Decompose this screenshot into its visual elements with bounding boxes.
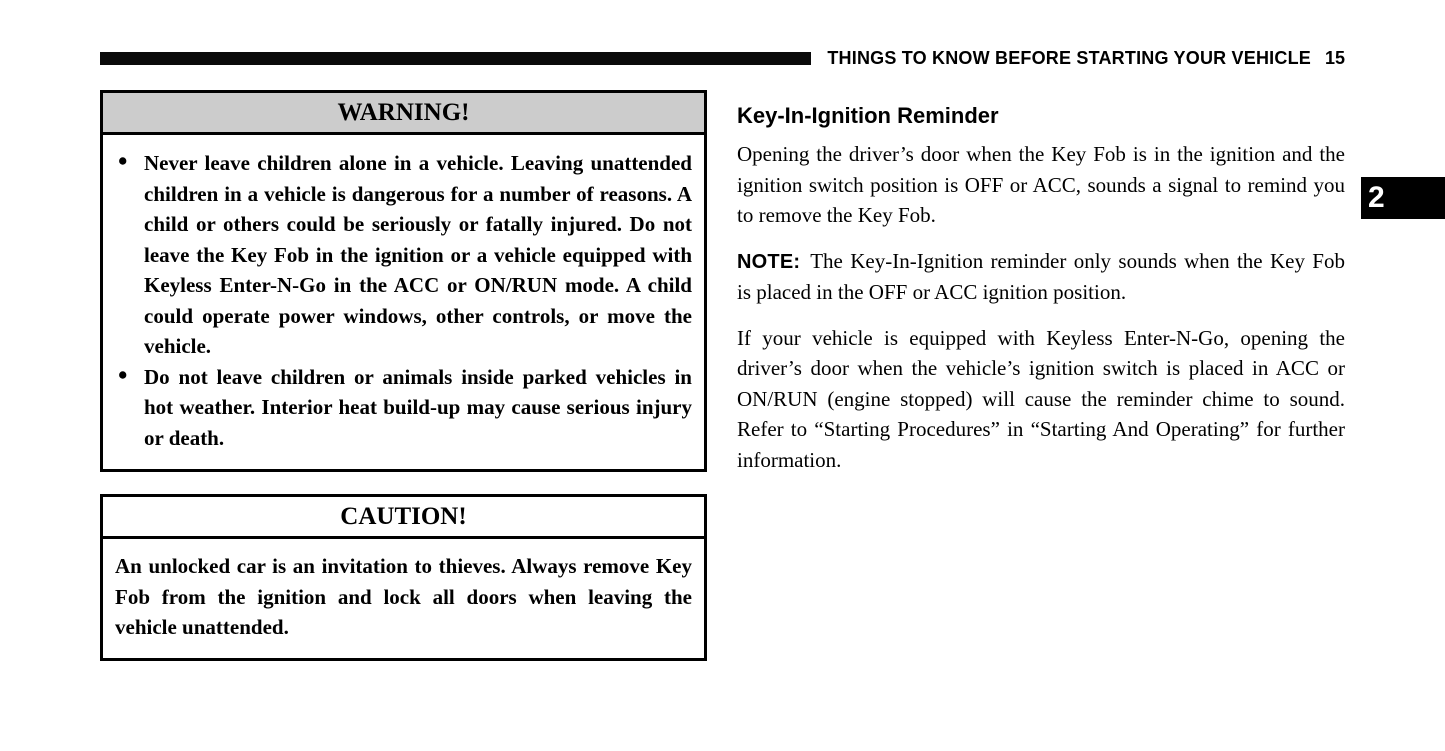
warning-item: • Do not leave children or animals inside parked vehicles in hot weather. Interior heat build-up may cause serious injury or death. <box>115 362 692 454</box>
right-column <box>737 103 1345 490</box>
caution-title: CAUTION! <box>103 497 704 539</box>
page-header-title: THINGS TO KNOW BEFORE STARTING YOUR VEHICLE <box>827 48 1311 68</box>
note-text: The Key-In-Ignition reminder only sounds when the Key Fob is placed in the OFF or ACC ignition position. <box>737 248 1345 305</box>
header-rule <box>100 52 811 65</box>
section-tab <box>1361 177 1445 219</box>
section-heading: Key-In-Ignition Reminder <box>737 103 999 128</box>
note-label: NOTE: <box>737 250 801 273</box>
warning-item: • Never leave children alone in a vehicle. Leaving unattended children in a vehicle is dangerous for a number of reasons. A child or others could be seriously or fatally injured. Do not leave the Key Fob in the ignition or a vehicle equipped with Keyless Enter-N-Go in the ACC or ON/RUN mode. A child could operate power windows, other controls, or move the vehicle. <box>115 148 692 362</box>
warning-list <box>115 148 692 453</box>
note-paragraph <box>737 246 1345 308</box>
section-tab-label: 2 <box>1368 181 1385 214</box>
caution-box <box>100 494 707 661</box>
warning-title: WARNING! <box>103 93 704 135</box>
warning-box <box>100 90 707 472</box>
page-header <box>100 48 1345 69</box>
left-column <box>100 90 707 661</box>
caution-text: An unlocked car is an invitation to thieves. Always remove Key Fob from the ignition and lock all doors when leaving the vehicle unattended. <box>115 554 692 639</box>
paragraph-key-in-ignition: Opening the driver’s door when the Key Fob is in the ignition and the ignition switch position is OFF or ACC, sounds a signal to remind you to remove the Key Fob. <box>737 142 1345 228</box>
paragraph-keyless-enter-n-go: If your vehicle is equipped with Keyless Enter-N-Go, opening the driver’s door when the vehicle’s ignition switch is placed in ACC or ON/RUN (engine stopped) will cause the reminder chime to sound. Refer to “Starting Procedures” in “Starting And Operating” for further information. <box>737 325 1345 472</box>
warning-body <box>103 135 704 469</box>
page-number: 15 <box>1324 48 1345 68</box>
